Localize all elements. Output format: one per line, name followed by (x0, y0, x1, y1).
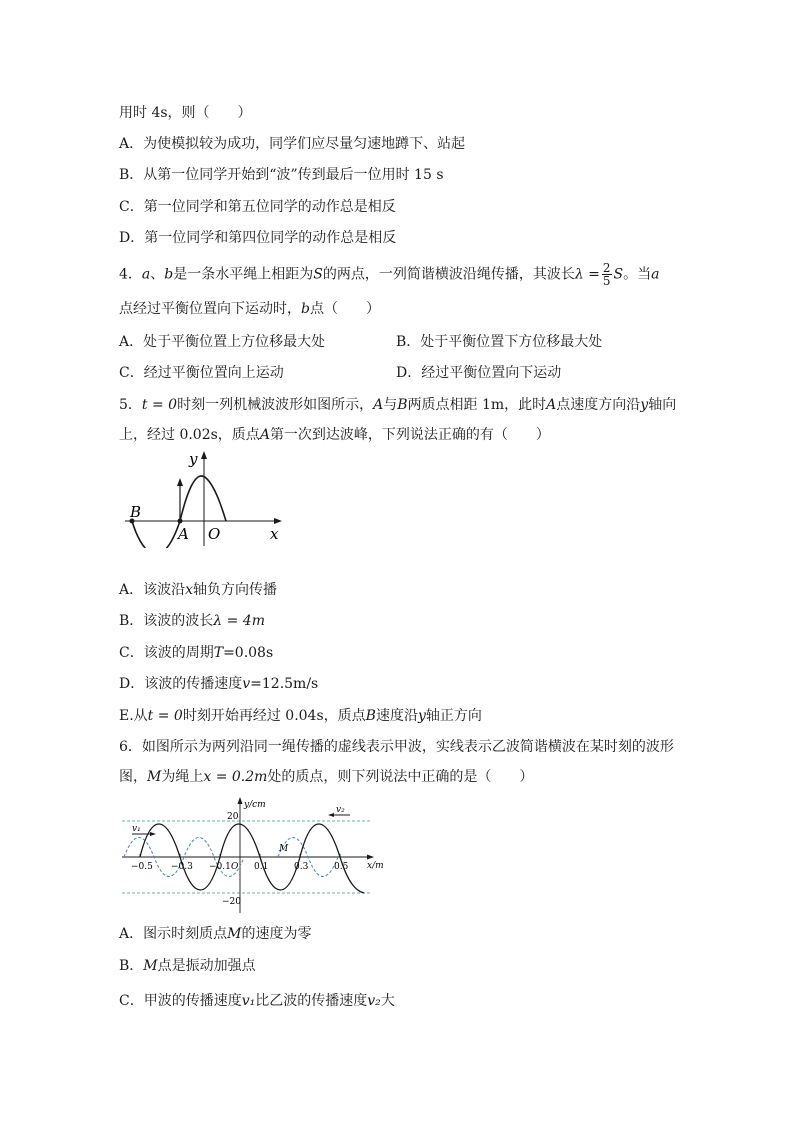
q6-option-c: C．甲波的传播速度v₁比乙波的传播速度v₂大 (119, 993, 395, 1009)
q6-v1-arrowhead (150, 832, 156, 836)
q3-stem-tail: 用时 4s，则（ ） (119, 105, 252, 121)
q5-label-a: A (178, 525, 189, 543)
q4-stem-line1: 4．a、b是一条水平绳上相距为S的两点，一列简谐横波沿绳传播，其波长λ = $\frac{2}{5}$ S。当a (119, 261, 660, 288)
q6-y-axis-arrow (238, 797, 243, 804)
q6-option-a: A．图示时刻质点M的速度为零 (119, 926, 312, 942)
q6-label-y: y/cm (244, 800, 266, 810)
q5-stem-line2: 上，经过 0.02s，质点A第一次到达波峰，下列说法正确的有（ ） (119, 427, 550, 443)
q6-label-v1: v₁ (132, 824, 141, 834)
q6-label-20: 20 (227, 812, 239, 822)
q5-option-b: B．该波的波长λ = 4m (119, 613, 265, 629)
q3-option-a: A．为使模拟较为成功，同学们应尽量匀速地蹲下、站起 (119, 136, 466, 152)
q6-wave-figure (118, 793, 388, 917)
fraction-two-fifths: $\frac{2}{5}$ (602, 261, 611, 288)
q6-tick-origin: O (231, 862, 239, 872)
q5-label-x: x (270, 525, 279, 543)
q5-y-axis-arrow (201, 451, 207, 459)
q6-stem-line2: 图，M为绳上x = 0.2m处的质点，则下列说法中正确的是（ ） (119, 769, 534, 785)
q5-option-e: E.从t = 0时刻开始再经过 0.04s，质点B速度沿y轴正方向 (119, 708, 482, 724)
q6-v2-arrowhead (328, 813, 334, 817)
q3-option-d: D．第一位同学和第四位同学的动作总是相反 (119, 230, 397, 246)
q6-label-neg20: −20 (222, 897, 241, 907)
q5-velocity-arrowhead (177, 478, 183, 486)
q6-tick-neg05: −0.5 (131, 862, 153, 872)
q4-stem-line2: 点经过平衡位置向下运动时，b点（ ） (119, 301, 380, 317)
q6-tick-01: 0.1 (254, 862, 269, 872)
q5-label-o: O (208, 525, 221, 543)
q5-wave-figure (120, 448, 290, 548)
q5-option-a: A．该波沿x轴负方向传播 (119, 582, 278, 598)
q3-option-c: C．第一位同学和第五位同学的动作总是相反 (119, 199, 396, 215)
q3-option-b: B．从第一位同学开始到“波”传到最后一位用时 15 s (119, 167, 444, 183)
q4-option-c: C．经过平衡位置向上运动 (119, 365, 284, 381)
q6-label-v2: v₂ (336, 805, 345, 815)
q4-option-b: B．处于平衡位置下方位移最大处 (396, 334, 603, 350)
q6-label-x: x/m (367, 861, 384, 871)
q5-x-axis-arrow (274, 518, 282, 524)
q6-tick-05: 0.5 (334, 862, 349, 872)
q6-x-axis-arrow (367, 855, 374, 860)
q6-label-m: M (279, 844, 289, 854)
q5-stem-line1: 5．t = 0时刻一列机械波波形如图所示，A与B两质点相距 1m，此时A点速度方向沿y轴向 (119, 397, 677, 413)
q5-option-c: C．该波的周期T=0.08s (119, 645, 274, 661)
q5-option-d: D．该波的传播速度v=12.5m/s (119, 676, 319, 692)
q5-label-b: B (130, 503, 142, 521)
q4-option-d: D．经过平衡位置向下运动 (396, 365, 562, 381)
q6-stem-line1: 6．如图所示为两列沿同一绳传播的虚线表示甲波，实线表示乙波简谐横波在某时刻的波形 (119, 739, 674, 755)
q6-tick-03: 0.3 (294, 862, 309, 872)
q6-tick-neg01: −0.1 (209, 862, 231, 872)
q6-option-b: B．M点是振动加强点 (119, 958, 256, 974)
q4-option-a: A．处于平衡位置上方位移最大处 (119, 334, 326, 350)
q6-tick-neg03: −0.3 (171, 862, 193, 872)
q5-label-y: y (189, 450, 198, 468)
q6-wave-yi (140, 824, 364, 893)
